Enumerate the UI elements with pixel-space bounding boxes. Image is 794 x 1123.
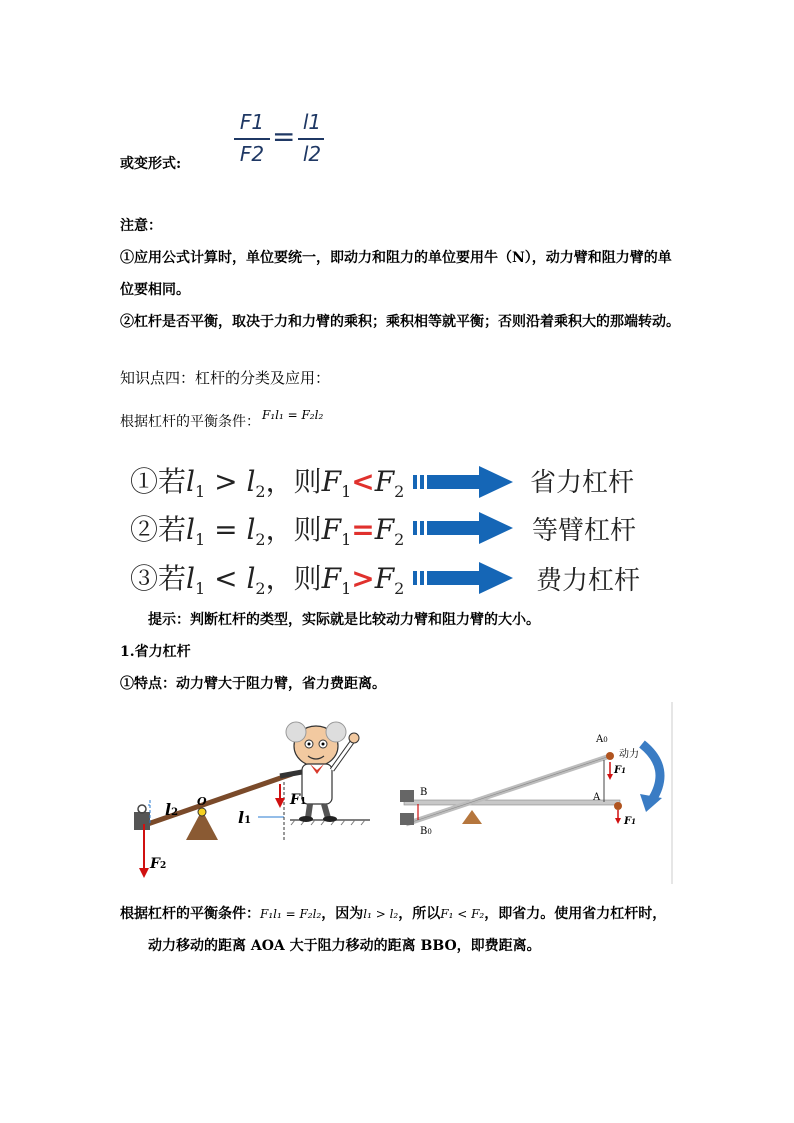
rule-prefix: ③若 xyxy=(130,562,187,595)
b0-symbol: B xyxy=(420,826,428,837)
l2-subscript: 2 xyxy=(171,807,179,818)
conclusion-part4: ，即省力。使用省力杠杆时， xyxy=(484,906,667,922)
arrow-right-icon xyxy=(413,464,513,500)
f1-label xyxy=(290,792,306,808)
rule-row-3: ③若$l_1 < l_2$，则$F_1>F_2$ xyxy=(130,562,405,598)
rule-row-1: ①若$l_1 > l_2$，则$F_1<F_2$ xyxy=(130,465,405,501)
notes-title: 注意： xyxy=(120,218,162,234)
formula-den-right: l2 xyxy=(302,142,322,166)
l2-label xyxy=(165,800,178,819)
hint-text: 提示：判断杠杆的类型，实际就是比较动力臂和阻力臂的大小。 xyxy=(148,612,540,628)
rule-then: ，则 xyxy=(265,465,322,498)
rotation-arrow-icon xyxy=(642,744,660,800)
formula-den-left: F2 xyxy=(239,142,265,166)
rule-relation: < xyxy=(214,562,238,595)
a0-symbol: A xyxy=(596,734,604,745)
conclusion-l-relation: l₁ > l₂ xyxy=(363,907,399,921)
formula-num-right: l1 xyxy=(302,110,322,134)
l1-symbol: l xyxy=(238,808,245,827)
fraction-bar-right xyxy=(298,138,324,140)
sub1-feature: ①特点：动力臂大于阻力臂，省力费距离。 xyxy=(120,676,386,692)
formula-label: 或变形式: xyxy=(120,156,182,172)
f2-symbol: F xyxy=(150,856,160,872)
lever-diagram-left xyxy=(120,702,380,882)
rule-operator: < xyxy=(351,465,375,498)
rule-then: ，则 xyxy=(265,513,322,546)
rule-row-2: ②若$l_1 = l_2$，则$F_1=F_2$ xyxy=(130,513,405,549)
conclusion-part3: ，所以 xyxy=(398,906,441,922)
f2-subscript: 2 xyxy=(159,861,167,871)
f1-upper-label xyxy=(614,765,626,776)
rule-relation: > xyxy=(214,465,238,498)
rule-relation: = xyxy=(214,513,238,546)
f1-symbol: F xyxy=(290,792,300,808)
notes-line2: ②杠杆是否平衡，取决于力和力臂的乘积；乘积相等就平衡；否则沿着乘积大的那端转动。 xyxy=(120,314,680,330)
conclusion-line1 xyxy=(120,904,666,924)
condition-formula: F₁l₁ = F₂l₂ xyxy=(262,408,324,422)
sub1-title: 1.省力杠杆 xyxy=(120,644,191,660)
f1-symbol: F xyxy=(624,816,632,827)
rule-prefix: ①若 xyxy=(130,465,187,498)
f1-subscript: 1 xyxy=(621,766,626,775)
conclusion-part1: 根据杠杆的平衡条件： xyxy=(120,906,260,922)
result-3: 费力杠杆 xyxy=(536,566,641,596)
a-label: A xyxy=(593,792,601,803)
l2-symbol: l xyxy=(165,800,172,819)
b0-label xyxy=(420,826,432,837)
f1-subscript: 1 xyxy=(299,797,307,807)
fulcrum-label: O xyxy=(197,795,207,808)
formula-num-left: F1 xyxy=(239,110,265,134)
result-1: 省力杠杆 xyxy=(530,468,635,498)
result-2: 等臂杠杆 xyxy=(532,516,637,546)
section4-heading: 知识点四：杠杆的分类及应用： xyxy=(120,369,331,387)
conclusion-part2: ，因为 xyxy=(321,906,364,922)
fraction-bar-left xyxy=(234,138,270,140)
arrow-right-icon xyxy=(413,510,513,546)
notes-line1b: 位要相同。 xyxy=(120,282,190,298)
b0-subscript: 0 xyxy=(427,828,432,836)
f1-subscript: 1 xyxy=(631,817,636,826)
notes-line1: ①应用公式计算时，单位要统一，即动力和阻力的单位要用牛（N），动力臂和阻力臂的单 xyxy=(120,250,672,266)
f1-lower-label xyxy=(624,816,636,827)
lever-diagram-right xyxy=(390,700,680,884)
l1-label xyxy=(238,808,251,827)
rule-operator: = xyxy=(351,513,375,546)
conclusion-f-relation: F₁ < F₂ xyxy=(440,907,485,921)
conclusion-formula: F₁l₁ = F₂l₂ xyxy=(260,907,322,921)
rule-operator: > xyxy=(351,562,375,595)
f1-symbol: F xyxy=(614,765,622,776)
conclusion-line2: 动力移动的距离 AOA 大于阻力移动的距离 BBO，即费距离。 xyxy=(148,938,541,954)
a0-label xyxy=(596,734,608,745)
formula-equals: = xyxy=(272,120,296,153)
rule-prefix: ②若 xyxy=(130,513,187,546)
condition-label: 根据杠杆的平衡条件： xyxy=(120,414,260,430)
arrow-right-icon xyxy=(413,560,513,596)
f2-label xyxy=(150,856,166,872)
rule-then: ，则 xyxy=(265,562,322,595)
power-label: 动力 xyxy=(619,749,639,760)
a0-subscript: 0 xyxy=(603,736,608,744)
b-label: B xyxy=(420,787,428,798)
l1-subscript: 1 xyxy=(244,815,252,826)
